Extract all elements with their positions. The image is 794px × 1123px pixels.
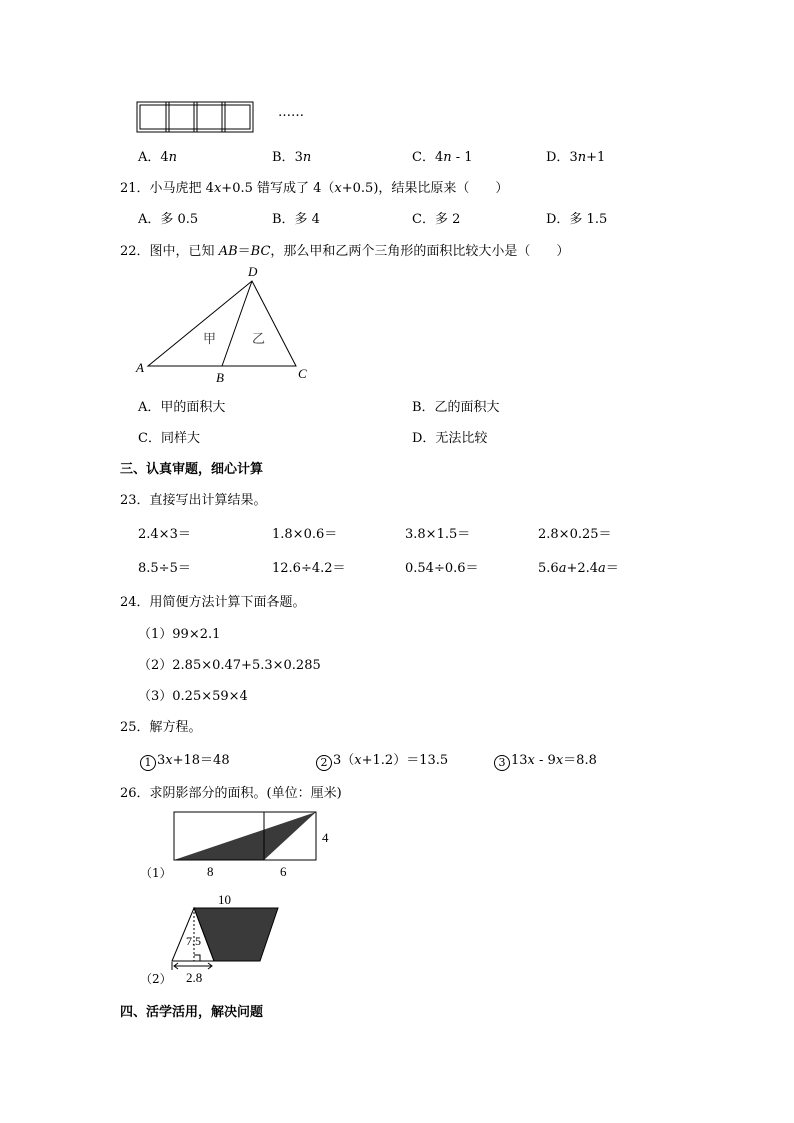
equation-2: 2 3（x+1.2）＝13.5 (316, 749, 448, 771)
shaded-trapezoid-figure (168, 890, 284, 986)
label-yi: 乙 (252, 332, 266, 347)
simplify-item: （3）0.25×59×4 (138, 689, 248, 704)
q26-title: 26．求阴影部分的面积。(单位：厘米) (120, 786, 342, 801)
calc-item: 2.4×3＝ (138, 527, 191, 542)
label-b: B (216, 370, 224, 385)
top-10-label: 10 (218, 892, 231, 907)
calc-item: 8.5÷5＝ (138, 561, 191, 576)
q22-option-b[interactable]: B．乙的面积大 (412, 400, 500, 415)
section-4-heading: 四、活学活用，解决问题 (120, 1005, 264, 1020)
equation-3: 3 13x - 9x＝8.8 (494, 749, 597, 771)
calc-item: 3.8×1.5＝ (405, 527, 471, 542)
label-a: A (136, 360, 144, 375)
label-jia: 甲 (203, 332, 217, 347)
figure-1-tag: （1） (140, 866, 172, 880)
q22-stem: 22．图中，已知 AB＝BC，那么甲和乙两个三角形的面积比较大小是（ ） (120, 244, 570, 259)
label-d: D (248, 264, 258, 279)
height-7-5-label: 7.5 (186, 934, 201, 948)
width-8-label: 8 (207, 864, 214, 879)
calc-item: 12.6÷4.2＝ (272, 561, 346, 576)
section-3-heading: 三、认真审题，细心计算 (120, 462, 264, 477)
q21-option-b[interactable]: B．多 4 (272, 212, 320, 227)
q21-option-a[interactable]: A．多 0.5 (138, 212, 199, 227)
q22-option-a[interactable]: A．甲的面积大 (138, 400, 226, 415)
calc-item: 0.54÷0.6＝ (405, 561, 479, 576)
q23-title: 23．直接写出计算结果。 (120, 493, 267, 508)
q20-option-a[interactable]: A．4n (138, 150, 178, 165)
calc-item: 5.6a+2.4a＝ (538, 561, 619, 576)
q22-option-d[interactable]: D．无法比较 (412, 431, 488, 446)
ellipsis: …… (278, 105, 304, 120)
base-2-8-label: 2.8 (186, 970, 203, 985)
simplify-item: （1）99×2.1 (138, 627, 221, 642)
q20-option-d[interactable]: D．3n+1 (546, 150, 606, 165)
q21-stem: 21．小马虎把 4x+0.5 错写成了 4（x+0.5)，结果比原来（ ） (120, 181, 509, 196)
triangle-figure (130, 262, 320, 386)
height-4-label: 4 (322, 830, 329, 845)
stick-squares-figure (136, 100, 258, 136)
q21-option-c[interactable]: C．多 2 (412, 212, 461, 227)
q20-option-c[interactable]: C．4n - 1 (412, 150, 473, 165)
shaded-rectangle-figure (172, 810, 340, 882)
equation-1: 1 3x+18＝48 (140, 749, 230, 771)
q20-option-b[interactable]: B．3n (272, 150, 312, 165)
calc-item: 1.8×0.6＝ (272, 527, 338, 542)
label-c: C (298, 366, 307, 381)
q22-option-c[interactable]: C．同样大 (138, 431, 200, 446)
q25-title: 25．解方程。 (120, 720, 202, 735)
figure-2-tag: （2） (140, 972, 172, 986)
width-6-label: 6 (280, 864, 287, 879)
q24-title: 24．用简便方法计算下面各题。 (120, 595, 306, 610)
calc-item: 2.8×0.25＝ (538, 527, 612, 542)
simplify-item: （2）2.85×0.47+5.3×0.285 (138, 658, 321, 673)
q21-option-d[interactable]: D．多 1.5 (546, 212, 608, 227)
